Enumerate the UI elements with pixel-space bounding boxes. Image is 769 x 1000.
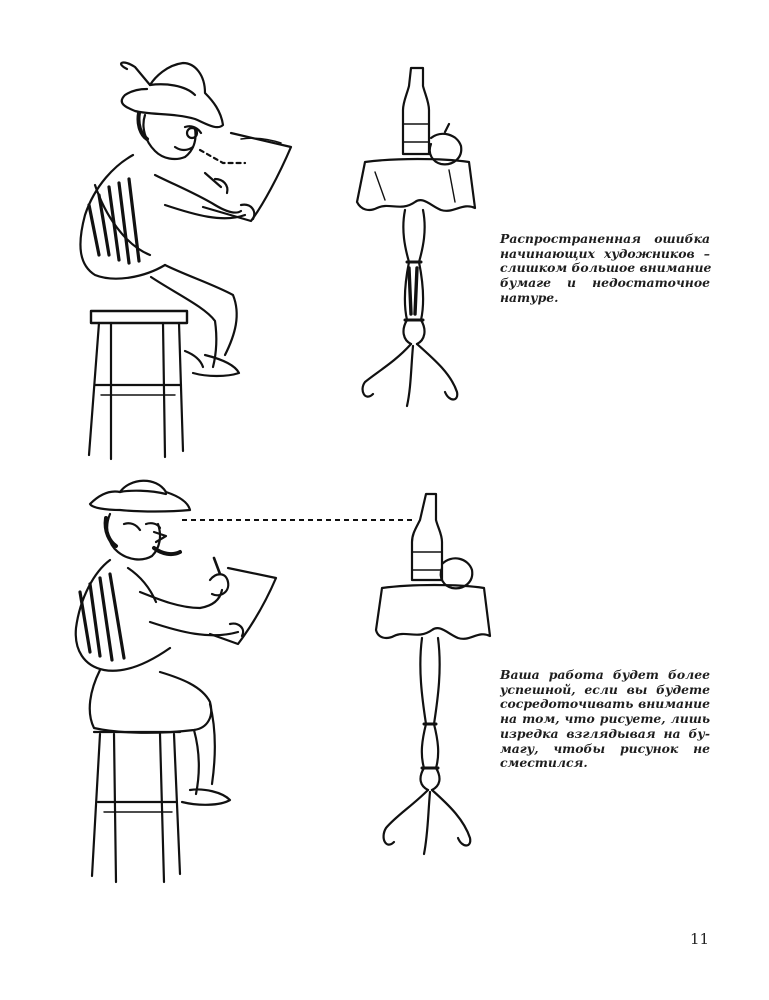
caption-line: слишком большое внимание	[500, 260, 712, 276]
caption-line: сосредоточивать внимание	[500, 696, 710, 712]
caption-line: натуре.	[500, 289, 559, 305]
artist-sketch-bottom	[70, 472, 290, 892]
caption-line: на том, что рисуете, лишь	[500, 711, 710, 727]
still-life-sketch-top	[345, 62, 485, 422]
caption-line: Ваша работа будет более	[500, 667, 710, 682]
page-number: 11	[690, 930, 710, 948]
caption-line: бумаге и недостаточное	[500, 275, 710, 291]
caption-line: магу, чтобы рисунок не	[500, 740, 710, 756]
caption-line: успешной, если вы будете	[500, 681, 710, 697]
caption-line: сместился.	[500, 755, 588, 771]
caption-top	[500, 232, 710, 306]
caption-bottom	[500, 668, 710, 771]
still-life-sketch-bottom	[372, 488, 502, 868]
artist-sketch-top	[55, 55, 305, 465]
caption-line: изредка взглядывая на бу-	[500, 725, 710, 741]
caption-line: начинающих художников –	[500, 245, 710, 261]
caption-line: Распространенная ошибка	[500, 231, 710, 246]
